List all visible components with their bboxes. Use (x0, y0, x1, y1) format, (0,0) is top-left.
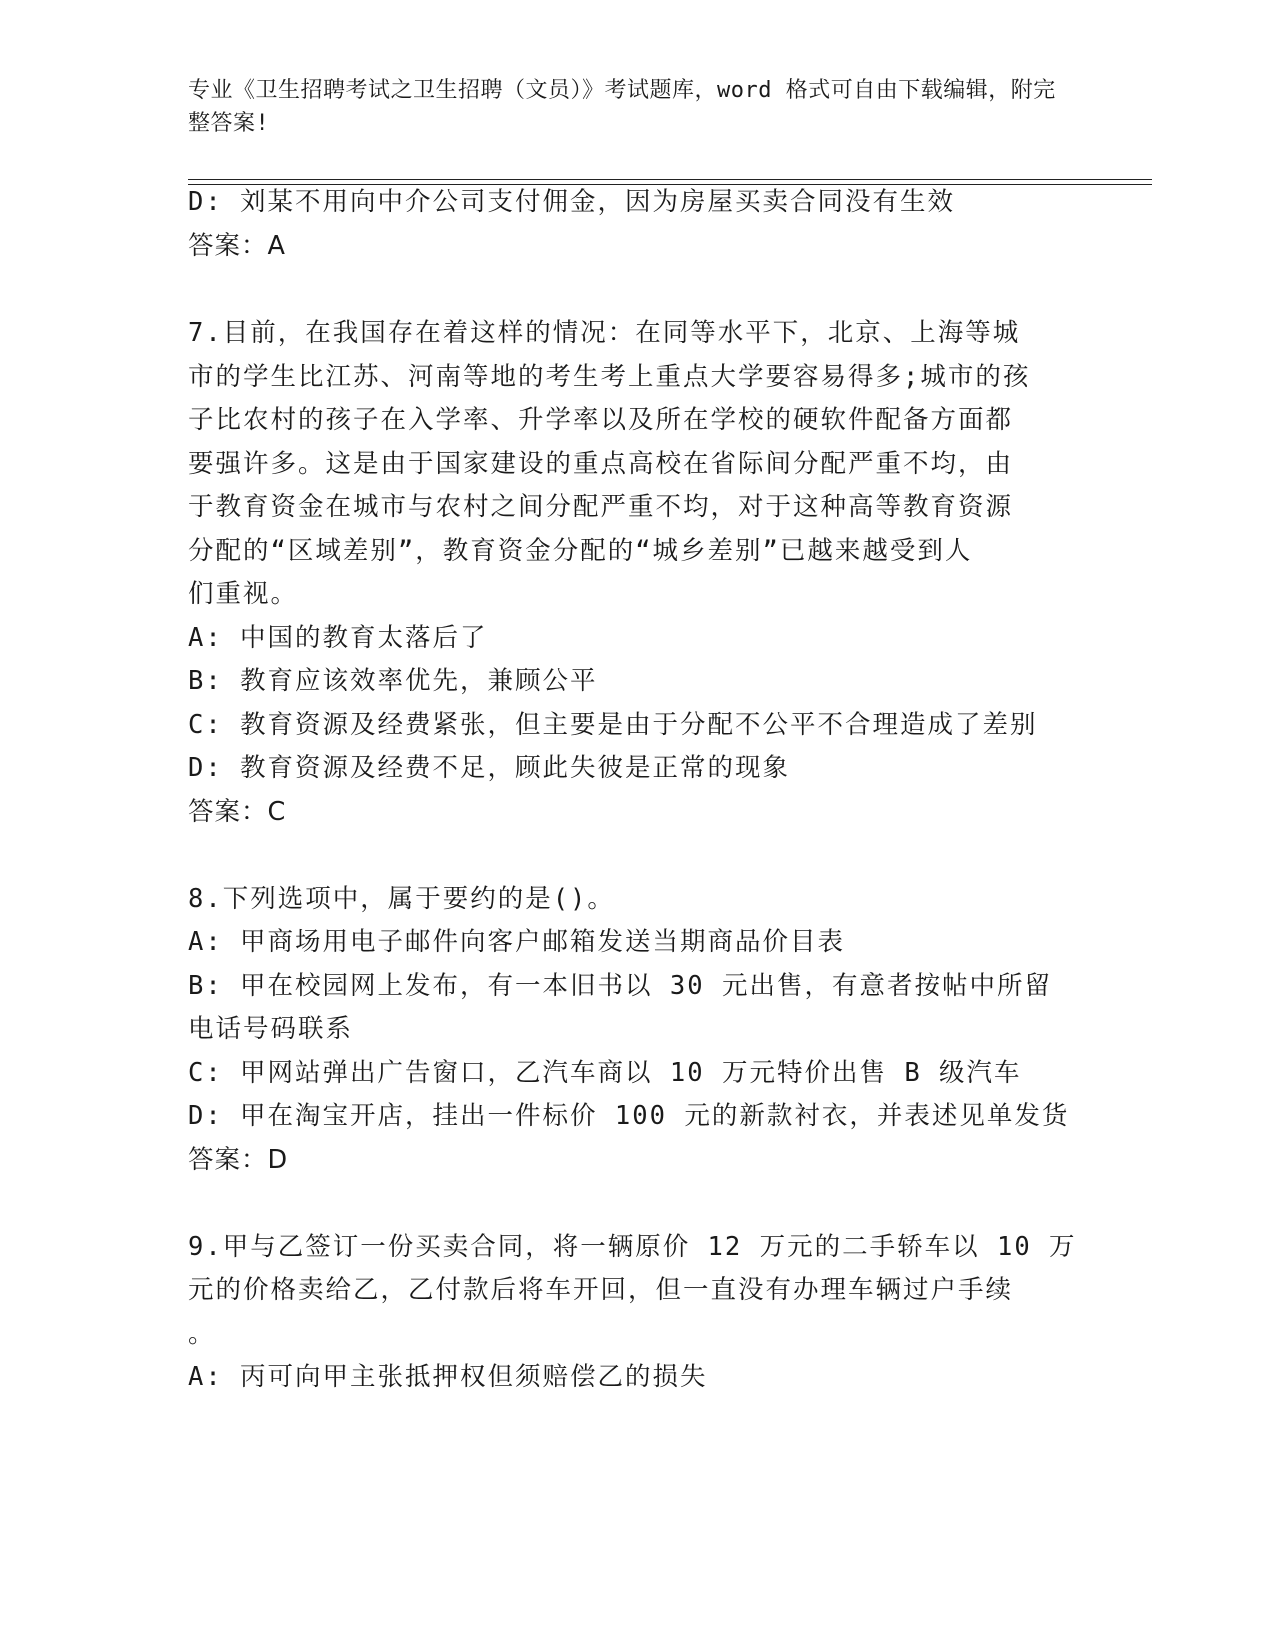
question-7-line-6: 分配的“区域差别”，教育资金分配的“城乡差别”已越来越受到人 (188, 536, 973, 566)
option-c-q7: C: 教育资源及经费紧张，但主要是由于分配不公平不合理造成了差别 (188, 710, 1038, 740)
option-a-q8: A: 甲商场用电子邮件向客户邮箱发送当期商品价目表 (188, 927, 846, 957)
option-c-q8: C: 甲网站弹出广告窗口，乙汽车商以 10 万元特价出售 B 级汽车 (188, 1058, 1022, 1088)
option-d-q7: D: 教育资源及经费不足，顾此失彼是正常的现象 (188, 753, 791, 783)
option-d-q6: D: 刘某不用向中介公司支付佣金，因为房屋买卖合同没有生效 (188, 187, 956, 217)
answer-q7: 答案：C (188, 797, 287, 827)
question-9-line-1: 9.甲与乙签订一份买卖合同，将一辆原价 12 万元的二手轿车以 10 万 (188, 1232, 1077, 1262)
question-7-line-5: 于教育资金在城市与农村之间分配严重不均，对于这种高等教育资源 (188, 492, 1014, 522)
option-b-q8-line-1: B: 甲在校园网上发布，有一本旧书以 30 元出售，有意者按帖中所留 (188, 971, 1052, 1001)
question-7-line-2: 市的学生比江苏、河南等地的考生考上重点大学要容易得多;城市的孩 (188, 362, 1031, 392)
question-7-line-7: 们重视。 (188, 579, 299, 609)
answer-q6: 答案：A (188, 231, 286, 261)
question-7-line-3: 子比农村的孩子在入学率、升学率以及所在学校的硬软件配备方面都 (188, 405, 1014, 435)
option-a-q7: A: 中国的教育太落后了 (188, 623, 488, 653)
option-b-q8-line-2: 电话号码联系 (188, 1014, 354, 1044)
option-a-q9: A: 丙可向甲主张抵押权但须赔偿乙的损失 (188, 1362, 708, 1392)
header-rule-top (188, 179, 1152, 180)
question-7-line-1: 7.目前，在我国存在着这样的情况：在同等水平下，北京、上海等城 (188, 318, 1021, 348)
question-8: 8.下列选项中，属于要约的是()。 (188, 884, 615, 914)
answer-q8: 答案：D (188, 1145, 289, 1175)
option-b-q7: B: 教育应该效率优先，兼顾公平 (188, 666, 598, 696)
question-7-line-4: 要强许多。这是由于国家建设的重点高校在省际间分配严重不均，由 (188, 449, 1014, 479)
question-9-line-3: 。 (188, 1319, 216, 1349)
question-9-line-2: 元的价格卖给乙，乙付款后将车开回，但一直没有办理车辆过户手续 (188, 1275, 1014, 1305)
option-d-q8: D: 甲在淘宝开店，挂出一件标价 100 元的新款衬衣，并表述见单发货 (188, 1101, 1070, 1131)
document-header: 专业《卫生招聘考试之卫生招聘（文员）》考试题库，word 格式可自由下载编辑，附完整答案! (188, 78, 1056, 136)
